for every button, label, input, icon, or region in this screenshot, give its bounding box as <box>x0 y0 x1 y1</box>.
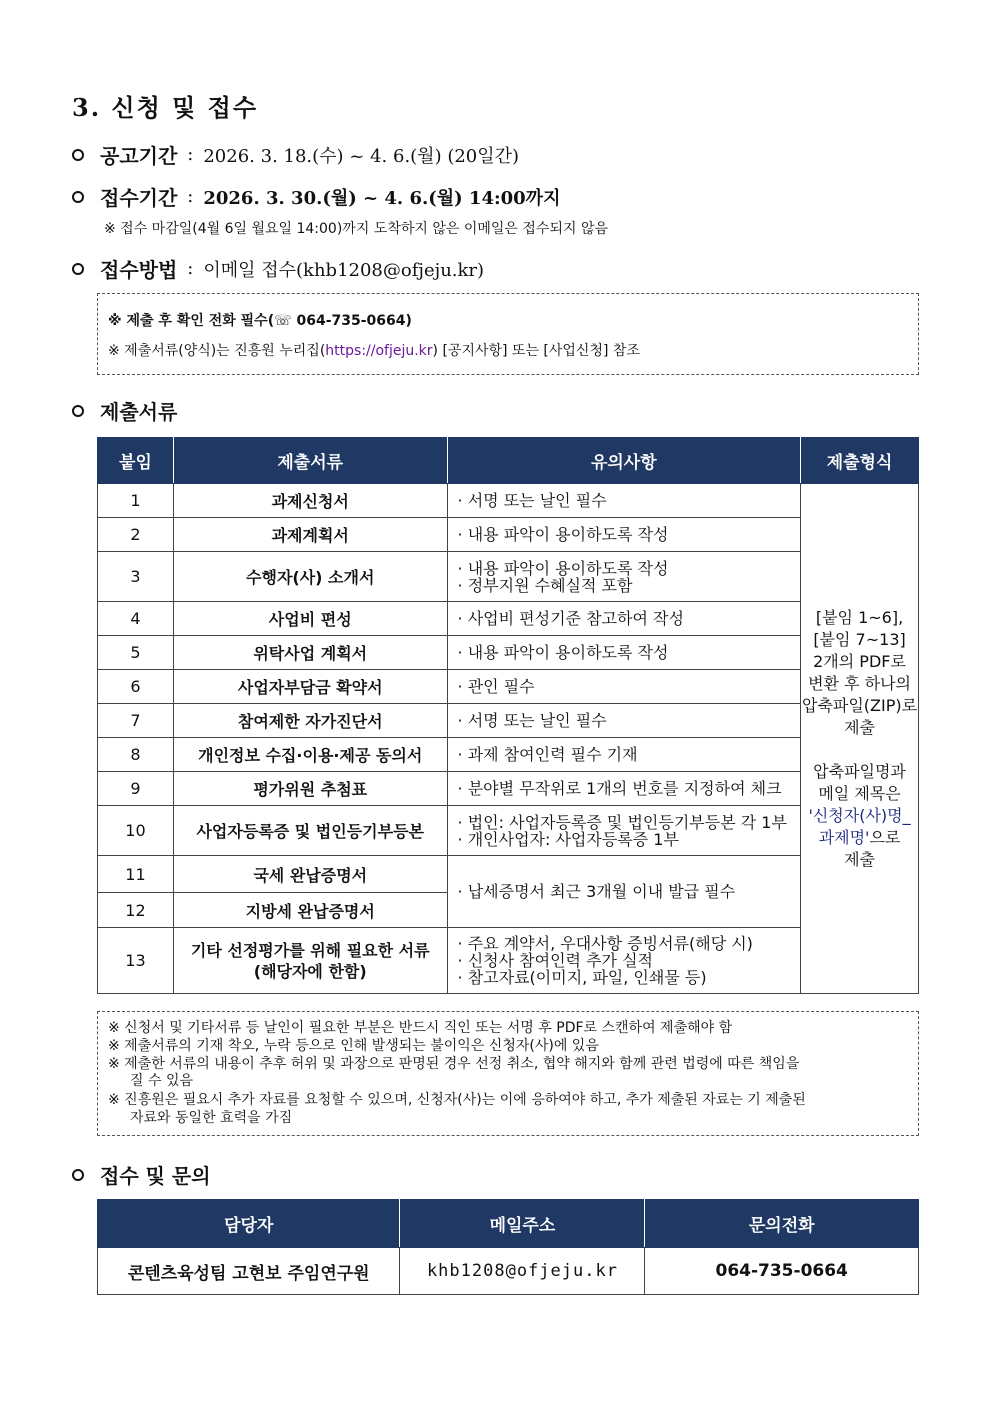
row-document <box>173 928 447 994</box>
reception-label: 접수기간 <box>100 186 178 210</box>
row-note: · 과제 참여인력 필수 기재 <box>447 738 801 772</box>
row-note: · 법인: 사업자등록증 및 법인등기부등본 각 1부 <box>457 812 787 832</box>
format-line: 제출 <box>844 717 875 737</box>
notice-box <box>97 293 919 375</box>
row-note: · 정부지원 수혜실적 포함 <box>457 575 633 595</box>
row-number: 13 <box>98 928 174 994</box>
col-header-format: 제출형식 <box>801 438 919 484</box>
col-header-notes: 유의사항 <box>447 438 801 484</box>
table-row <box>98 1248 919 1295</box>
row-document: 사업비 편성 <box>173 602 447 636</box>
format-line: '신청자(사)명_ <box>808 805 911 825</box>
contact-person: 콘텐츠육성팀 고현보 주임연구원 <box>98 1248 400 1295</box>
contact-phone: 064-735-0664 <box>645 1248 919 1295</box>
table-row <box>98 704 919 738</box>
forms-notice-b: ) [공지사항] 또는 [사업신청] 참조 <box>432 343 640 359</box>
documents-table <box>97 437 919 994</box>
row-number: 3 <box>98 552 174 602</box>
circle-bullet-icon <box>72 1169 84 1181</box>
contact-title: 접수 및 문의 <box>100 1164 211 1188</box>
reception-note: ※ 접수 마감일(4월 6일 월요일 14:00)까지 도착하지 않은 이메일은 접수되지 않음 <box>104 221 608 237</box>
caution-note: ※ 진흥원은 필요시 추가 자료를 요청할 수 있으며, 신청자(사)는 이에 응하여야 하고, 추가 제출된 자료는 기 제출된 <box>108 1092 806 1108</box>
table-row <box>98 636 919 670</box>
row-number: 6 <box>98 670 174 704</box>
row-document: 사업자등록증 및 법인등기부등본 <box>173 806 447 856</box>
row-document: 개인정보 수집·이용·제공 동의서 <box>173 738 447 772</box>
table-row <box>98 772 919 806</box>
row-document: 참여제한 자가진단서 <box>173 704 447 738</box>
row-number: 12 <box>98 893 174 928</box>
row-document: 국세 완납증명서 <box>173 856 447 893</box>
row-note: · 신청사 참여인력 추가 실적 <box>457 951 653 970</box>
format-line <box>801 827 918 849</box>
docs-title: 제출서류 <box>100 400 178 424</box>
caution-note: ※ 제출서류의 기재 착오, 누락 등으로 인해 발생되는 불이익은 신청자(사)에 있음 <box>108 1038 599 1054</box>
phone-notice: ※ 제출 후 확인 전화 필수(☏ 064-735-0664) <box>108 313 412 329</box>
announce-colon: : <box>187 144 194 165</box>
reception-colon: : <box>187 186 194 207</box>
col-header-person: 담당자 <box>98 1200 400 1248</box>
circle-bullet-icon <box>72 149 84 161</box>
announce-label: 공고기간 <box>100 144 178 168</box>
table-row <box>98 928 919 994</box>
row-number: 2 <box>98 518 174 552</box>
row-note: · 내용 파악이 용이하도록 작성 <box>447 636 801 670</box>
row-document: 과제계획서 <box>173 518 447 552</box>
caution-note-cont: 질 수 있음 <box>130 1073 193 1089</box>
col-header-document: 제출서류 <box>173 438 447 484</box>
table-row <box>98 806 919 856</box>
circle-bullet-icon <box>72 405 84 417</box>
row-number: 4 <box>98 602 174 636</box>
row-document: 과제신청서 <box>173 484 447 518</box>
method-label: 접수방법 <box>100 258 178 282</box>
submission-format-cell <box>801 484 919 994</box>
forms-notice <box>108 340 640 360</box>
table-row <box>98 738 919 772</box>
row-number: 1 <box>98 484 174 518</box>
caution-note-cont: 자료와 동일한 효력을 가짐 <box>130 1110 293 1126</box>
format-line: 압축파일명과 <box>813 761 906 781</box>
format-line: [붙임 1~6], <box>815 607 904 627</box>
announce-value: 2026. 3. 18.(수) ~ 4. 6.(월) (20일간) <box>203 145 520 167</box>
row-document: 사업자부담금 확약서 <box>173 670 447 704</box>
row-notes <box>447 928 801 994</box>
caution-note: ※ 제출한 서류의 내용이 추후 허위 및 과장으로 판명된 경우 선정 취소, 협약 해지와 함께 관련 법령에 따른 책임을 <box>108 1056 800 1072</box>
section-title: 3. 신청 및 접수 <box>72 93 259 122</box>
contact-heading-row <box>72 1160 211 1189</box>
row-document-line: 기타 선정평가를 위해 필요한 서류 <box>190 940 430 960</box>
col-header-email: 메일주소 <box>400 1200 645 1248</box>
col-header-attachment: 붙임 <box>98 438 174 484</box>
row-note: · 개인사업자: 사업자등록증 1부 <box>457 829 679 849</box>
row-note: · 사업비 편성기준 참고하여 작성 <box>447 602 801 636</box>
reception-period-row <box>72 182 560 211</box>
row-notes <box>447 806 801 856</box>
col-header-phone: 문의전화 <box>645 1200 919 1248</box>
row-note: · 납세증명서 최근 3개월 이내 발급 필수 <box>447 856 801 928</box>
docs-heading-row <box>72 396 177 425</box>
format-line: 2개의 PDF로 <box>813 651 906 671</box>
caution-note: ※ 신청서 및 기타서류 등 날인이 필요한 부분은 반드시 직인 또는 서명 후 PDF로 스캔하여 제출해야 함 <box>108 1020 733 1036</box>
table-row <box>98 484 919 518</box>
reception-value: 2026. 3. 30.(월) ~ 4. 6.(월) 14:00까지 <box>203 187 561 209</box>
circle-bullet-icon <box>72 263 84 275</box>
table-row <box>98 552 919 602</box>
format-line: 변환 후 하나의 <box>808 673 911 693</box>
method-value: 이메일 접수(khb1208@ofjeju.kr) <box>203 259 485 281</box>
circle-bullet-icon <box>72 191 84 203</box>
row-number: 11 <box>98 856 174 893</box>
announce-period-row <box>72 140 519 169</box>
format-line-highlight: 과제명' <box>818 827 870 847</box>
row-number: 9 <box>98 772 174 806</box>
row-document-line: (해당자에 한함) <box>253 961 367 981</box>
table-row <box>98 602 919 636</box>
row-note: · 내용 파악이 용이하도록 작성 <box>457 558 669 578</box>
contact-table <box>97 1199 919 1295</box>
method-row <box>72 254 484 283</box>
caution-box <box>97 1011 919 1136</box>
format-line-suffix: 으로 <box>869 827 901 847</box>
forms-notice-a: ※ 제출서류(양식)는 진흥원 누리집( <box>108 343 326 359</box>
row-document: 위탁사업 계획서 <box>173 636 447 670</box>
format-line: 제출 <box>844 849 875 869</box>
row-number: 7 <box>98 704 174 738</box>
row-document: 평가위원 추첨표 <box>173 772 447 806</box>
row-note: · 참고자료(이미지, 파일, 인쇄물 등) <box>457 968 707 987</box>
website-link[interactable]: https://ofjeju.kr <box>325 343 433 359</box>
contact-email[interactable]: khb1208@ofjeju.kr <box>400 1248 645 1295</box>
row-document: 수행자(사) 소개서 <box>173 552 447 602</box>
table-row <box>98 670 919 704</box>
format-line: 압축파일(ZIP)로 <box>801 695 918 715</box>
row-note: · 분야별 무작위로 1개의 번호를 지정하여 체크 <box>447 772 801 806</box>
row-number: 5 <box>98 636 174 670</box>
method-colon: : <box>187 258 194 279</box>
row-number: 10 <box>98 806 174 856</box>
row-note: · 관인 필수 <box>447 670 801 704</box>
row-document: 지방세 완납증명서 <box>173 893 447 928</box>
row-note: · 서명 또는 날인 필수 <box>447 704 801 738</box>
row-note: · 주요 계약서, 우대사항 증빙서류(해당 시) <box>457 934 753 953</box>
row-notes <box>447 552 801 602</box>
row-note: · 내용 파악이 용이하도록 작성 <box>447 518 801 552</box>
row-note: · 서명 또는 날인 필수 <box>447 484 801 518</box>
format-line: 메일 제목은 <box>818 783 901 803</box>
table-row <box>98 856 919 893</box>
row-number: 8 <box>98 738 174 772</box>
format-line: [붙임 7~13] <box>813 629 906 649</box>
table-row <box>98 518 919 552</box>
